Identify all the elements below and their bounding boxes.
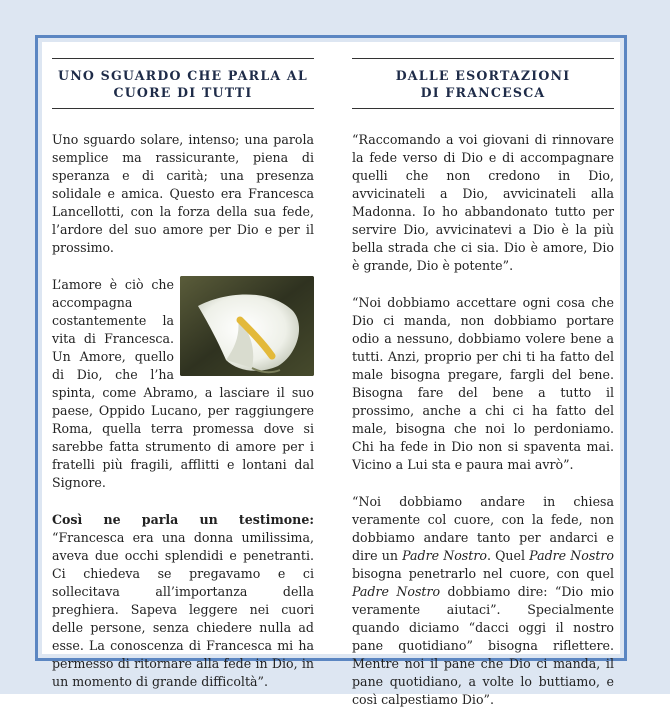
left-paragraph-1: Uno sguardo solare, intenso; una parola semplice ma rassicurante, piena di speranza e di carità; una presenza solidale e amica. Questo era Francesca Lancellotti, con la forza della sua fede, l’ardore del suo amore per Dio e per il prossimo. (52, 132, 314, 255)
heading-rule-top (52, 58, 314, 59)
heading-rule-bottom (52, 108, 314, 109)
left-paragraph-3 (52, 511, 314, 691)
heading-rule-top (352, 58, 614, 59)
testimony-text: “Francesca era una donna umilissima, aveva due occhi splendidi e penetranti. Ci chiedeva se pregavamo e ci sollecitava all’importanza della preghiera. Sapeva leggere nei cuori delle persone, senza chiedere nulla ad esse. La conoscenza di Francesca mi ha permesso di ritornare alla fede in Dio, in un momento di grande difficoltà”. (52, 530, 314, 689)
left-heading: UNO SGUARDO CHE PARLA AL CUORE DI TUTTI (58, 68, 308, 100)
prayer-title: Padre Nostro (402, 548, 487, 563)
content-area (42, 42, 620, 707)
testimony-lead: Così ne parla un testimone: (52, 512, 314, 527)
right-column (352, 58, 614, 728)
left-column (52, 58, 314, 710)
heading-rule-bottom (352, 108, 614, 109)
text-segment: . Quel (486, 548, 530, 563)
right-paragraph-2: “Noi dobbiamo accettare ogni cosa che Dio ci manda, non dobbiamo portare odio a nessuno, dobbiamo volere bene a tutti. Anzi, proprio per chi ti ha fatto del male bisogna pregare, fargli del bene. Bisogna fare del bene a tutto il prossimo, anche a chi ci ha fatto del male, bisogna che noi lo perdoniamo. Chi ha fede in Dio non si spaventa mai. Vicino a Lui sta e paura mai avrò”. (352, 295, 614, 472)
text-segment: dobbiamo dire: “Dio mio veramente aiutaci”. Specialmente quando diciamo “dacci oggi il nostro pane quotidiano” bisogna riflettere. Mentre noi il pane che Dio ci manda, il pane quotidiano, a volte lo buttiamo, e così calpestiamo Dio”. (352, 584, 614, 707)
calla-lily-photo (180, 276, 314, 376)
right-heading: DALLE ESORTAZIONI DI FRANCESCA (395, 68, 571, 100)
right-paragraph-1: “Raccomando a voi giovani di rinnovare la fede verso di Dio e di accompagnare quelli che non credono in Dio, avvicinateli a Dio, avvicinateli alla Madonna. Io ho abbandonato tutto per servire Dio, avvicinatevi a Dio è la più bella strada che ci sia. Dio è amore, Dio è grande, Dio è potente”. (352, 132, 614, 273)
text-segment: bisogna penetrarlo nel cuore, con quel (352, 566, 614, 581)
left-paragraph-2 (52, 276, 314, 492)
prayer-title: Padre Nostro (352, 584, 441, 599)
prayer-title: Padre Nostro (529, 548, 615, 563)
content-frame (35, 35, 627, 707)
right-paragraph-3 (352, 493, 614, 709)
text-segment: “Noi dobbiamo andare in chiesa veramente col cuore, con la fede, non dobbiamo andare tanto per andarci e dire un (352, 494, 614, 563)
left-paragraph-2-text: L’amore è ciò che accompagna costantemente la vita di Francesca. Un Amore, quello di Dio, che l’ha spinta, come Abramo, a lasciare il suo paese, Oppido Lucano, per raggiungere Roma, quella terra promessa dove si sarebbe fatta strumento di amore per i fratelli più fragili, afflitti e lontani dal Signore. (52, 277, 314, 490)
